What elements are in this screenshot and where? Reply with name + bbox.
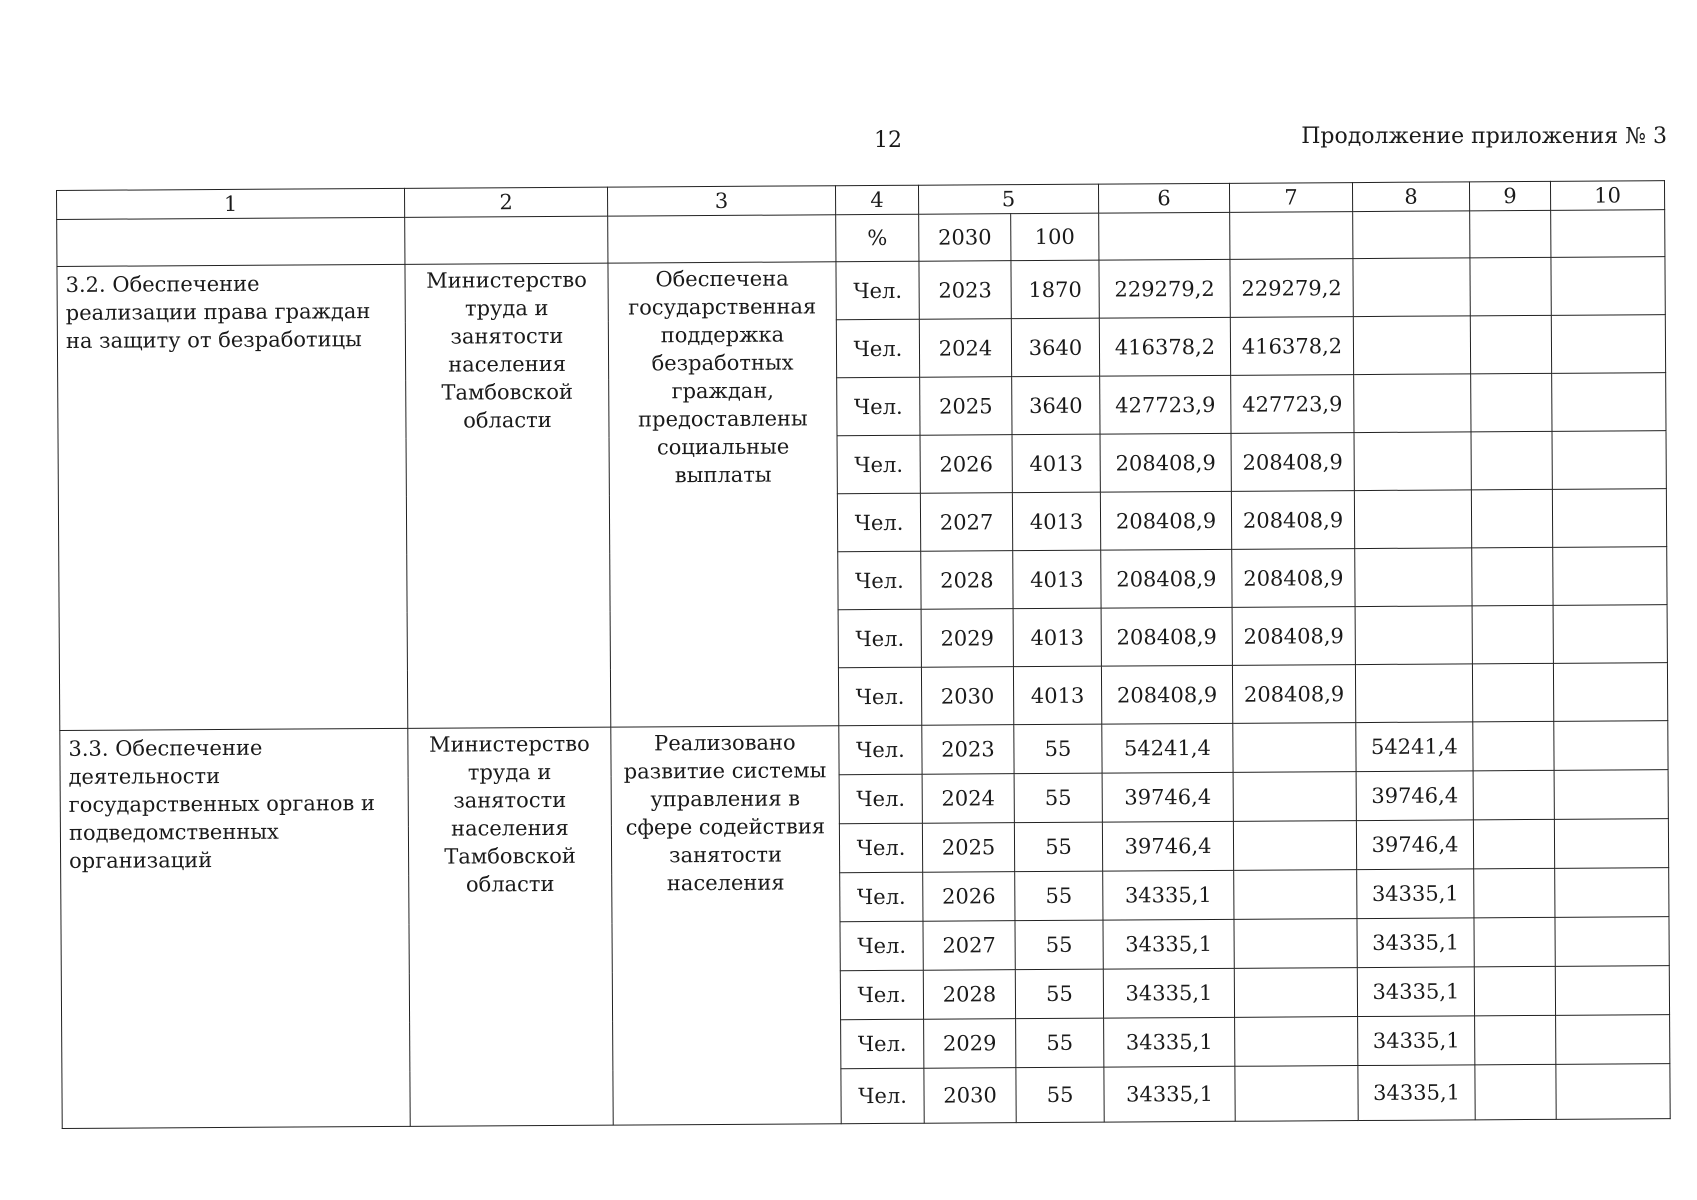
col7-cell [1234, 968, 1357, 1018]
unit-cell: Чел. [841, 1019, 924, 1069]
col10-cell [1551, 257, 1665, 316]
section-title: 3.3. Обеспечение деятельности государственных органов и подведомственных организаций [60, 728, 410, 1128]
col7-cell: 208408,9 [1232, 665, 1355, 724]
col10-cell [1552, 431, 1666, 490]
year-cell: 2030 [919, 214, 1011, 262]
result-cell: Обеспечена государственная поддержка безработных граждан, предоставлены социальные выплаты [608, 262, 839, 727]
col8-cell: 34335,1 [1357, 918, 1474, 968]
col7-cell [1233, 821, 1356, 871]
col10-cell [1552, 373, 1666, 432]
col10-cell [1553, 663, 1667, 722]
col7-cell: 427723,9 [1231, 375, 1354, 434]
col9-cell [1473, 770, 1554, 819]
col9-cell [1474, 868, 1555, 917]
section-3-3 [60, 721, 1670, 1129]
col7-cell [1234, 870, 1357, 920]
col9-cell [1470, 257, 1551, 315]
total-cell: 34335,1 [1103, 968, 1234, 1018]
year-cell: 2029 [921, 609, 1013, 668]
col10-cell [1552, 489, 1666, 548]
col8-cell: 34335,1 [1358, 1065, 1475, 1121]
col10-cell [1554, 770, 1668, 820]
unit-cell: Чел. [838, 609, 921, 668]
col7-cell: 208408,9 [1231, 433, 1354, 492]
value-cell: 55 [1016, 1067, 1104, 1123]
year-cell: 2028 [921, 551, 1013, 610]
empty-cell [1551, 210, 1665, 258]
col10-cell [1556, 1064, 1670, 1120]
column-number: 4 [835, 185, 918, 215]
year-cell: 2029 [924, 1019, 1016, 1069]
empty-cell [1099, 212, 1230, 260]
total-cell: 229279,2 [1099, 259, 1230, 318]
value-cell: 55 [1015, 920, 1103, 970]
empty-cell [608, 215, 836, 263]
value-cell: 4013 [1013, 608, 1101, 667]
col9-cell [1474, 917, 1555, 966]
empty-cell [405, 216, 608, 264]
value-cell: 55 [1014, 724, 1102, 774]
year-cell: 2027 [920, 493, 1012, 552]
col8-cell: 34335,1 [1357, 869, 1474, 919]
unit-cell: Чел. [839, 774, 922, 824]
total-cell: 39746,4 [1102, 772, 1233, 822]
section-3-2 [57, 257, 1668, 731]
data-table [56, 180, 1671, 1129]
column-number: 8 [1352, 182, 1469, 212]
year-cell: 2025 [922, 823, 1014, 873]
col9-cell [1472, 663, 1553, 721]
year-cell: 2030 [924, 1068, 1016, 1124]
col10-cell [1554, 721, 1668, 771]
value-cell: 55 [1015, 871, 1103, 921]
col8-cell [1353, 258, 1470, 317]
value-cell: 55 [1016, 1018, 1104, 1068]
col8-cell: 54241,4 [1356, 722, 1473, 772]
column-number: 7 [1229, 183, 1352, 213]
unit-cell: Чел. [840, 921, 923, 971]
empty-cell [1230, 212, 1353, 260]
col8-cell: 34335,1 [1357, 967, 1474, 1017]
empty-cell [1353, 211, 1470, 259]
col10-cell [1554, 819, 1668, 869]
result-cell: Реализовано развитие системы управления в сфере содействия занятости населения [611, 726, 841, 1125]
total-cell: 208408,9 [1100, 491, 1231, 550]
total-cell: 208408,9 [1101, 665, 1232, 724]
column-number: 6 [1098, 183, 1229, 213]
year-cell: 2023 [922, 725, 1014, 775]
total-cell: 34335,1 [1103, 870, 1234, 920]
col7-cell: 229279,2 [1230, 259, 1353, 318]
total-cell: 39746,4 [1102, 821, 1233, 871]
column-number: 2 [404, 187, 607, 217]
value-cell: 3640 [1011, 318, 1099, 377]
year-cell: 2024 [922, 774, 1014, 824]
section-title: 3.2. Обеспечение реализации права граждан на защиту от безработицы [57, 264, 408, 730]
col10-cell [1556, 1015, 1670, 1065]
col9-cell [1472, 547, 1553, 605]
col10-cell [1553, 547, 1667, 606]
col9-cell [1473, 819, 1554, 868]
appendix-note: Продолжение приложения № 3 [1301, 124, 1667, 149]
unit-cell: Чел. [836, 261, 919, 320]
unit-cell: Чел. [839, 823, 922, 873]
executor-cell: Министерство труда и занятости населения Тамбовской области [405, 263, 611, 728]
col10-cell [1555, 917, 1669, 967]
col7-cell [1233, 772, 1356, 822]
col9-cell [1471, 373, 1552, 431]
executor-cell: Министерство труда и занятости населения Тамбовской области [408, 727, 613, 1126]
col8-cell: 34335,1 [1358, 1016, 1475, 1066]
col8-cell [1354, 432, 1471, 491]
unit-cell: Чел. [840, 872, 923, 922]
unit-cell: Чел. [837, 435, 920, 494]
table-row [57, 257, 1665, 325]
col10-cell [1555, 868, 1669, 918]
year-cell: 2028 [923, 970, 1015, 1020]
unit-cell: Чел. [840, 970, 923, 1020]
year-cell: 2025 [920, 377, 1012, 436]
total-cell: 34335,1 [1104, 1017, 1235, 1067]
col7-cell: 416378,2 [1230, 317, 1353, 376]
column-number: 5 [918, 184, 1098, 214]
unit-cell: Чел. [838, 667, 921, 726]
col7-cell [1234, 919, 1357, 969]
value-cell: 4013 [1012, 492, 1100, 551]
empty-cell [57, 217, 405, 266]
total-cell: 34335,1 [1103, 919, 1234, 969]
col8-cell [1353, 316, 1470, 375]
col9-cell [1471, 431, 1552, 489]
col7-cell: 208408,9 [1232, 549, 1355, 608]
year-cell: 2027 [923, 921, 1015, 971]
total-cell: 208408,9 [1101, 607, 1232, 666]
value-cell: 100 [1011, 213, 1099, 261]
col9-cell [1470, 315, 1551, 373]
col10-cell [1551, 315, 1665, 374]
unit-cell: Чел. [839, 725, 922, 775]
col8-cell: 39746,4 [1356, 771, 1473, 821]
col8-cell [1354, 374, 1471, 433]
column-number: 1 [57, 188, 405, 219]
column-number: 3 [607, 186, 835, 216]
value-cell: 4013 [1013, 666, 1101, 725]
unit-cell: % [836, 214, 919, 262]
column-number: 9 [1469, 181, 1550, 210]
col9-cell [1474, 966, 1555, 1015]
col10-cell [1553, 605, 1667, 664]
year-cell: 2024 [919, 319, 1011, 378]
total-cell: 427723,9 [1100, 375, 1231, 434]
col8-cell [1355, 548, 1472, 607]
col8-cell [1355, 606, 1472, 665]
year-cell: 2026 [923, 872, 1015, 922]
col7-cell: 208408,9 [1232, 607, 1355, 666]
total-cell: 208408,9 [1100, 433, 1231, 492]
col8-cell [1354, 490, 1471, 549]
value-cell: 3640 [1012, 376, 1100, 435]
unit-cell: Чел. [841, 1068, 924, 1124]
col10-cell [1555, 966, 1669, 1016]
total-cell: 34335,1 [1104, 1066, 1235, 1122]
value-cell: 55 [1015, 969, 1103, 1019]
col8-cell: 39746,4 [1356, 820, 1473, 870]
col9-cell [1475, 1015, 1556, 1064]
page-number: 12 [874, 128, 902, 153]
total-cell: 416378,2 [1099, 317, 1230, 376]
year-cell: 2030 [921, 667, 1013, 726]
year-cell: 2023 [919, 261, 1011, 320]
col7-cell [1233, 723, 1356, 773]
unit-cell: Чел. [837, 377, 920, 436]
column-number: 10 [1550, 181, 1664, 211]
col9-cell [1472, 605, 1553, 663]
total-cell: 208408,9 [1101, 549, 1232, 608]
col8-cell [1355, 664, 1472, 723]
empty-cell [1470, 210, 1551, 257]
value-cell: 4013 [1012, 434, 1100, 493]
unit-cell: Чел. [836, 319, 919, 378]
year-cell: 2026 [920, 435, 1012, 494]
col7-cell [1235, 1066, 1358, 1122]
col9-cell [1471, 489, 1552, 547]
col7-cell [1235, 1017, 1358, 1067]
value-cell: 55 [1014, 773, 1102, 823]
col7-cell: 208408,9 [1231, 491, 1354, 550]
unit-cell: Чел. [838, 551, 921, 610]
value-cell: 1870 [1011, 260, 1099, 319]
col9-cell [1473, 721, 1554, 770]
value-cell: 4013 [1013, 550, 1101, 609]
total-cell: 54241,4 [1102, 723, 1233, 773]
col9-cell [1475, 1064, 1556, 1119]
value-cell: 55 [1014, 822, 1102, 872]
unit-cell: Чел. [837, 493, 920, 552]
